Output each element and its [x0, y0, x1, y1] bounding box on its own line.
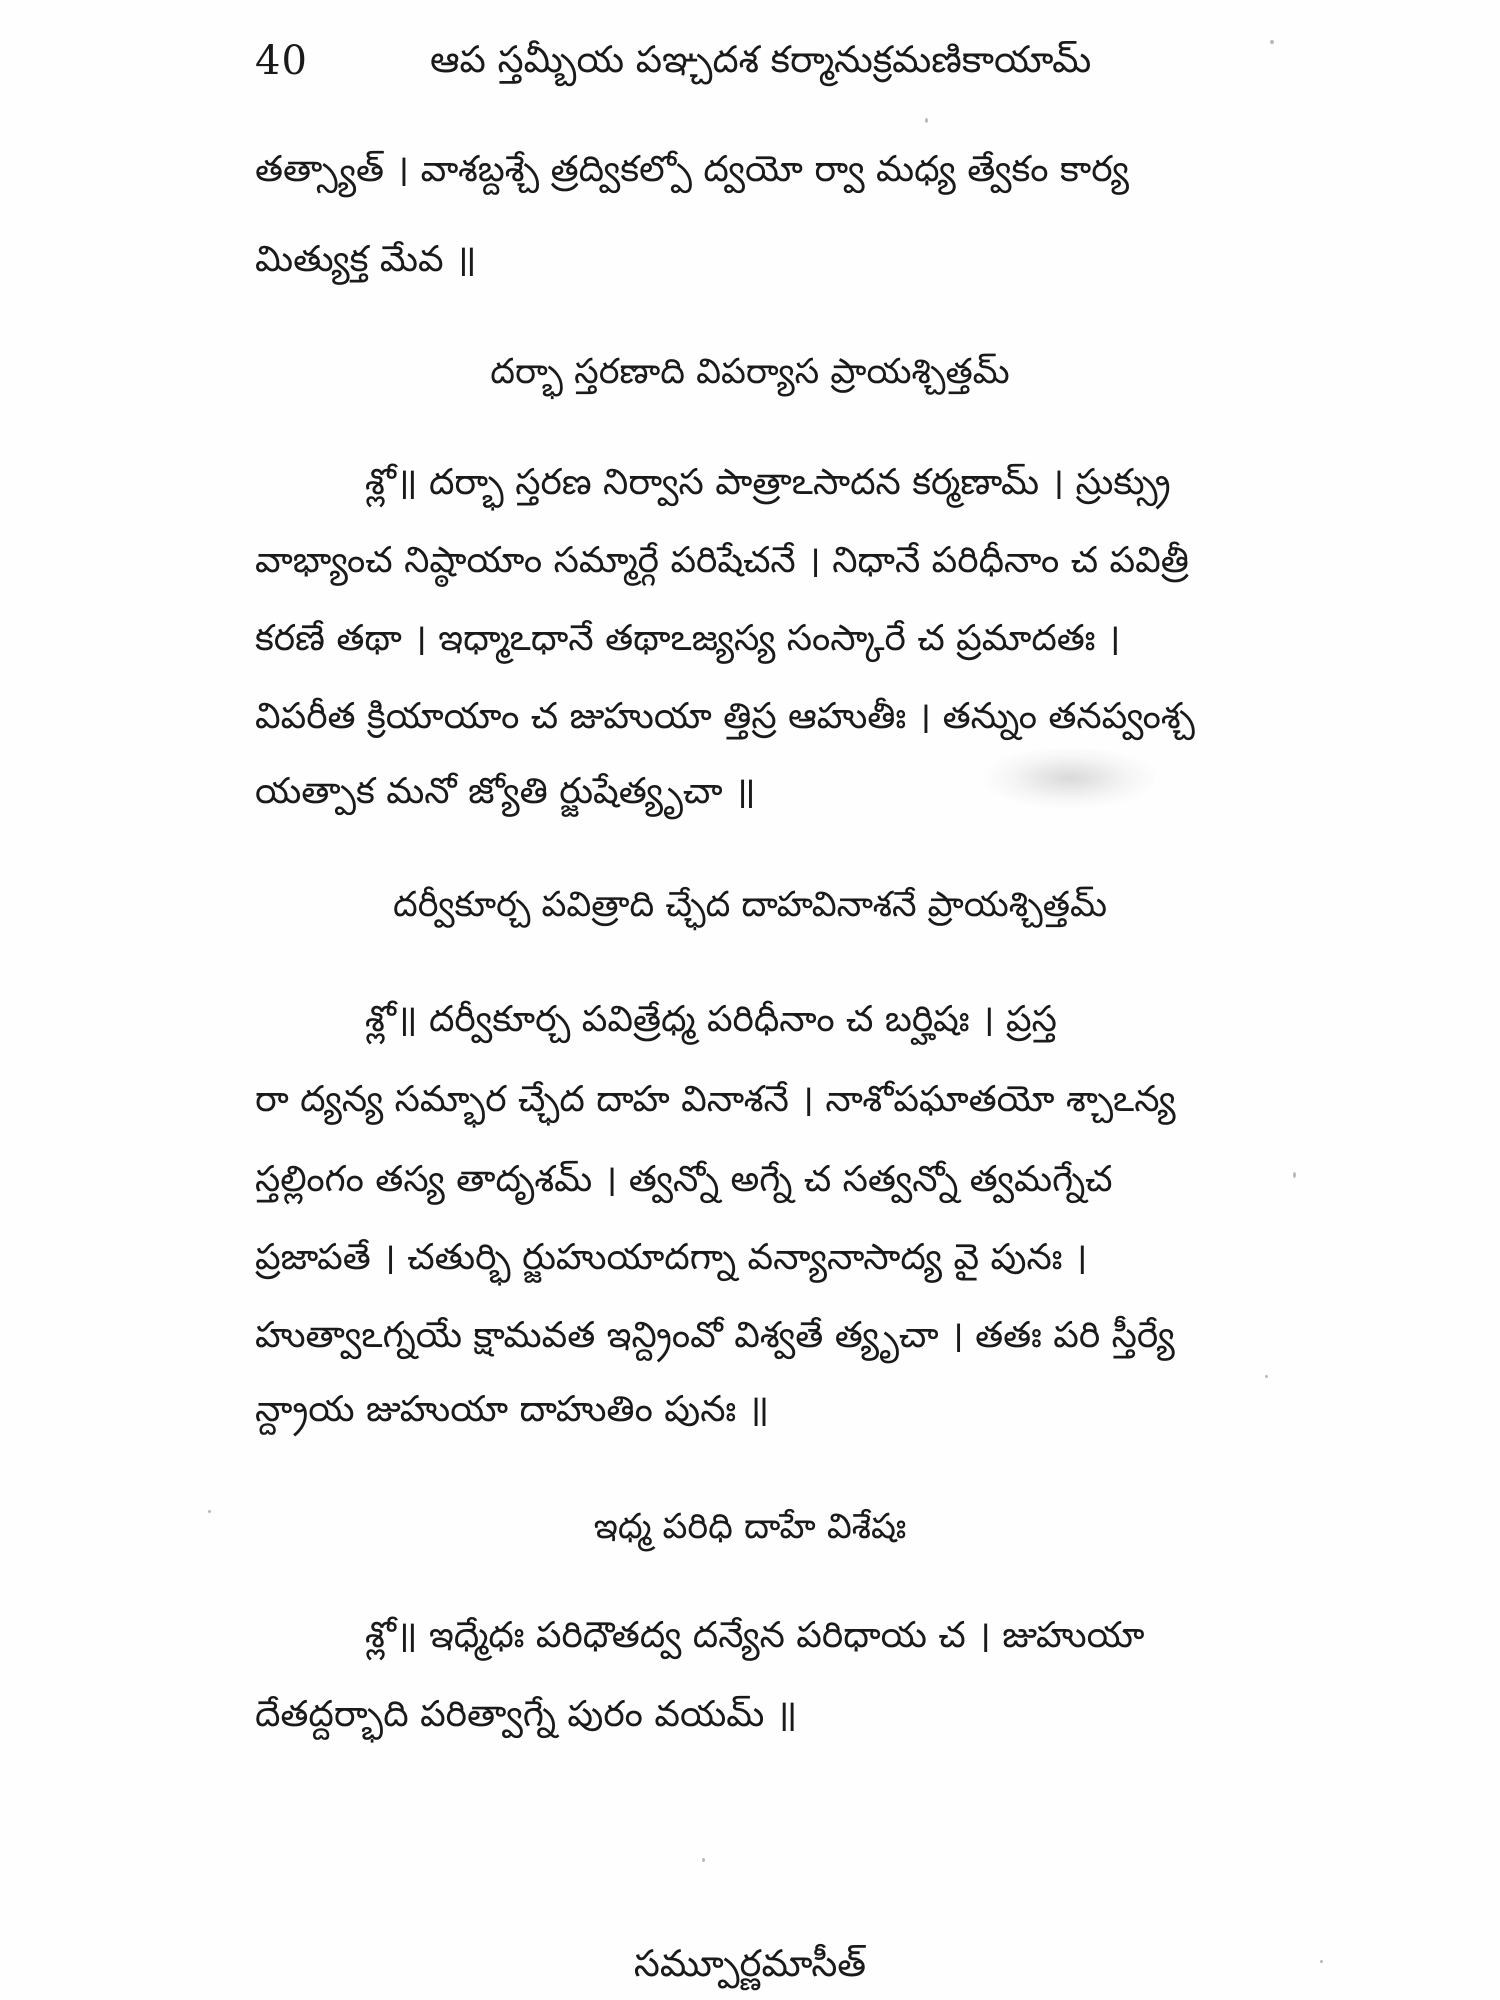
verse-line: కరణే తథా । ఇధ్మాఽధానే తథాఽజ్యస్య సంస్కారే చ ప్రమాదతః । — [255, 618, 1121, 659]
verse-line: ప్రజాపతే । చతుర్భి ర్జుహుయాదగ్నా వన్యానాసాద్య వై పునః । — [255, 1237, 1088, 1278]
verse-line: శ్లో॥ దర్భా స్తరణ నిర్వాస పాత్రాఽసాదన కర్మణామ్ । స్రుక్స్రు — [365, 462, 1171, 503]
verse-line: రా ద్యన్య సమ్భార చ్ఛేద దాహ వినాశనే । నాశోపఘాతయో శ్చాఽన్య — [255, 1079, 1176, 1120]
scan-speck — [208, 1510, 211, 1513]
verse-line: శ్లో॥ ఇధ్మేధః పరిధౌతద్వ దన్యేన పరిధాయ చ । జుహుయా — [365, 1615, 1145, 1656]
scan-speck — [925, 118, 928, 123]
page-number: 40 — [255, 38, 308, 84]
verse-line: శ్లో॥ దర్వీకూర్చ పవిత్రేధ్మ పరిధీనాం చ బర్హిషః । ప్రస్త — [365, 999, 1057, 1040]
scan-speck — [1270, 40, 1274, 44]
section-heading: దర్వీకూర్చ పవిత్రాది చ్ఛేద దాహవినాశనే ప్రాయశ్చిత్తమ్ — [393, 885, 1107, 925]
ink-smudge — [985, 748, 1155, 808]
verse-line: యత్పాక మనో జ్యోతి ర్జుషేత్యృచా ॥ — [255, 771, 756, 812]
text-line: తత్స్యాత్ । వాశబ్దశ్చే త్రద్వికల్పో ద్వయో ర్వా మధ్య త్వేకం కార్య — [255, 149, 1130, 190]
section-heading: దర్భా స్తరణాది విపర్యాస ప్రాయశ్చిత్తమ్ — [490, 352, 1010, 392]
running-header: ఆప స్తమ్బీయ పఞ్చదశ కర్మానుక్రమణికాయామ్ — [430, 38, 1092, 81]
section-heading: ఇధ్మ పరిధి దాహే విశేషః — [593, 1507, 907, 1547]
scan-speck — [702, 1858, 705, 1862]
scan-speck — [1293, 1172, 1296, 1178]
verse-line: వాభ్యాంచ నిష్ఠాయాం సమ్మార్గే పరిషేచనే । నిధానే పరిధీనాం చ పవిత్రీ — [255, 540, 1189, 581]
scan-speck — [1265, 1375, 1268, 1378]
verse-line: దేతద్దర్భాది పరిత్వాగ్నే పురం వయమ్ ॥ — [255, 1694, 798, 1735]
verse-line: న్ద్రాయ జుహుయా దాహుతిం పునః ॥ — [255, 1389, 770, 1430]
verse-line: హుత్వాఽగ్నయే క్షామవత ఇన్ద్రింవో విశ్వతే త్యృచా । తతః పరి స్తీర్యే — [255, 1315, 1175, 1356]
text-line: మిత్యుక్త మేవ ॥ — [255, 239, 477, 280]
verse-line: విపరీత క్రియాయాం చ జుహుయా త్తిస్ర ఆహుతీః । తన్నుం తనప్వంశ్చ — [255, 696, 1195, 737]
verse-line: స్తల్లింగం తస్య తాదృశమ్ । త్వన్నో అగ్నే చ సత్వన్నో త్వమగ్నేచ — [255, 1159, 1113, 1200]
scan-speck — [1320, 1960, 1323, 1963]
colophon: సమ్పూర్ణమాసీత్ — [633, 1942, 867, 1985]
